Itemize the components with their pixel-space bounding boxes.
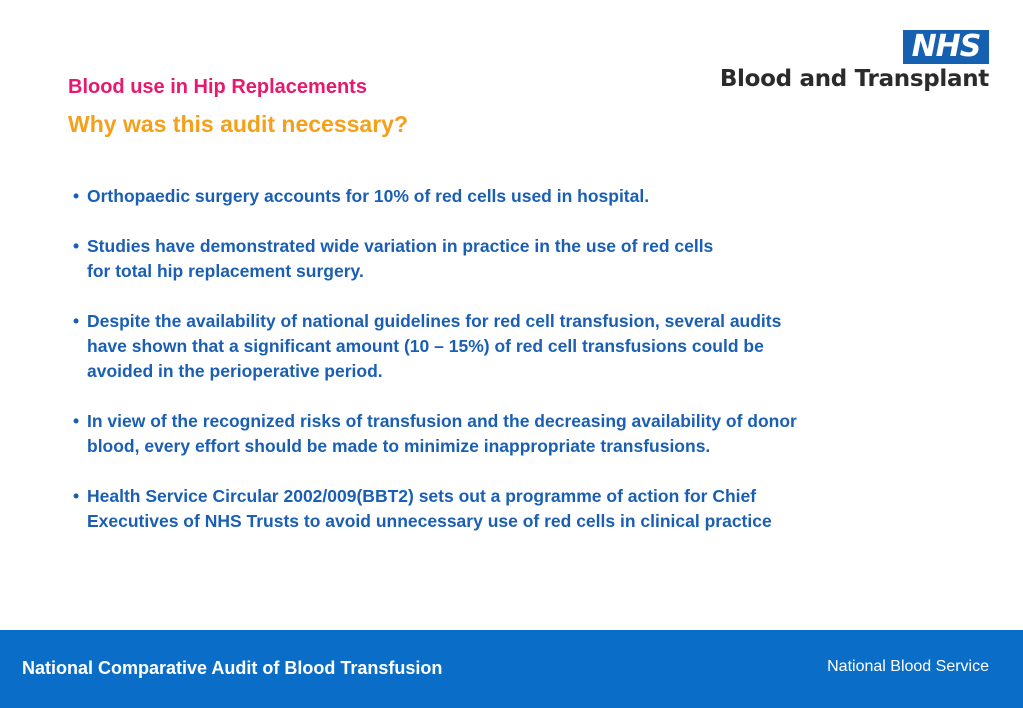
bullet-list <box>73 184 973 559</box>
bullet-item <box>73 184 973 209</box>
bullet-dot: • <box>73 186 80 206</box>
bullet-item <box>73 409 973 459</box>
bullet-item <box>73 234 973 284</box>
bullet-text: Studies have demonstrated wide variation in practice in the use of red cells for total hip replacement surgery. <box>87 236 714 281</box>
slide-title: Blood use in Hip Replacements <box>68 76 367 98</box>
bullet-text: In view of the recognized risks of transfusion and the decreasing availability of donor blood, every effort should be made to minimize inappropriate transfusions. <box>87 411 797 456</box>
bullet-dot: • <box>73 311 80 331</box>
bullet-item <box>73 484 973 534</box>
footer-organisation: National Blood Service <box>827 658 989 675</box>
bullet-item <box>73 309 973 384</box>
bullet-text: Despite the availability of national guidelines for red cell transfusion, several audits have shown that a significant amount (10 – 15%) of red cell transfusions could be avoided in the perioperative period. <box>87 311 782 381</box>
bullet-text: Orthopaedic surgery accounts for 10% of red cells used in hospital. <box>87 186 650 206</box>
footer-bar <box>0 630 1023 708</box>
footer-audit-title: National Comparative Audit of Blood Transfusion <box>22 658 443 678</box>
bullet-dot: • <box>73 486 80 506</box>
nhs-badge: NHS <box>903 30 989 64</box>
bullet-dot: • <box>73 411 80 431</box>
logo-text: Blood and Transplant <box>719 66 989 92</box>
nhs-blood-transplant-logo <box>699 30 989 96</box>
bullet-dot: • <box>73 236 80 256</box>
bullet-text: Health Service Circular 2002/009(BBT2) sets out a programme of action for Chief Executives of NHS Trusts to avoid unnecessary use of red cells in clinical practice <box>87 486 772 531</box>
slide-subtitle: Why was this audit necessary? <box>68 111 409 137</box>
